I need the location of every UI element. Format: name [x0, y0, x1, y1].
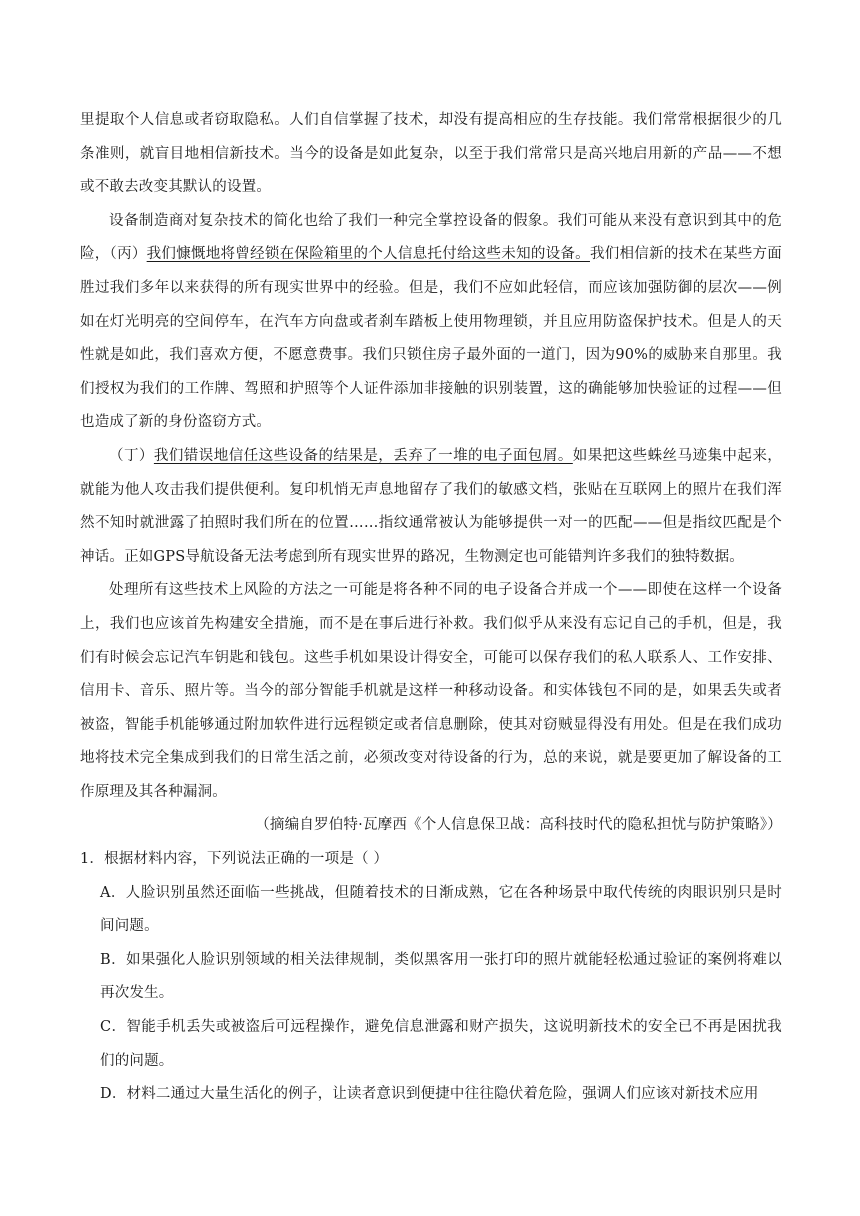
document-page	[80, 104, 782, 1112]
paragraph-3-rest: 如果把这些蛛丝马迹集中起来，就能为他人攻击我们提供便利。复印机悄无声息地留存了我们的敏感文档，张贴在互联网上的照片在我们浑然不知时就泄露了拍照时我们所在的位置……指纹通常被认为能够提供一对一的匹配——但是指纹匹配是个神话。正如GPS导航设备无法考虑到所有现实世界的路况，生物测定也可能错判许多我们的独特数据。	[80, 447, 782, 565]
paragraph-3-marker: （丁）	[109, 447, 154, 464]
underlined-sentence-ding: 我们错误地信任这些设备的结果是，丢弃了一堆的电子面包屑。	[153, 447, 573, 464]
question-1-option-a[interactable]: A．人脸识别虽然还面临一些挑战，但随着技术的日渐成熟，它在各种场景中取代传统的肉眼识别只是时间问题。	[100, 884, 782, 935]
article-paragraph-2	[80, 205, 782, 440]
question-1-option-b[interactable]: B．如果强化人脸识别领域的相关法律规制，类似黑客用一张打印的照片就能轻松通过验证的案例将难以再次发生。	[100, 951, 782, 1002]
question-1-option-d[interactable]: D．材料二通过大量生活化的例子，让读者意识到便捷中往往隐伏着危险，强调人们应该对新技术应用	[100, 1086, 759, 1103]
question-1-option-c[interactable]: C．智能手机丢失或被盗后可远程操作，避免信息泄露和财产损失，这说明新技术的安全已不再是困扰我们的问题。	[100, 1019, 782, 1069]
question-1-stem: 1．根据材料内容，下列说法正确的一项是（ ）	[80, 851, 389, 868]
paragraph-2-rest: 我们相信新的技术在某些方面胜过我们多年以来获得的所有现实世界中的经验。但是，我们不应如此轻信，而应该加强防御的层次——例如在灯光明亮的空间停车，在汽车方向盘或者刹车踏板上使用物理锁，并且应用防盗保护技术。但是人的天性就是如此，我们喜欢方便，不愿意费事。我们只锁住房子最外面的一道门，因为90%的威胁来自那里。我们授权为我们的工作牌、驾照和护照等个人证件添加非接触的识别装置，这的确能够加快验证的过程——但也造成了新的身份盗窃方式。	[80, 246, 782, 431]
article-paragraph-1: 里提取个人信息或者窃取隐私。人们自信掌握了技术，却没有提高相应的生存技能。我们常常根据很少的几条准则，就盲目地相信新技术。当今的设备是如此复杂，以至于我们常常只是高兴地启用新的产品——不想或不敢去改变其默认的设置。	[80, 112, 782, 196]
underlined-sentence-bing: 我们慷慨地将曾经锁在保险箱里的个人信息托付给这些未知的设备。	[146, 246, 590, 263]
paragraph-2-intro: 设备制造商对复杂技术的简化也给了我们一种完全掌控设备的假象。我们可能从来没有意识到其中的危险，（丙）	[80, 212, 782, 263]
article-paragraph-3	[80, 440, 782, 574]
source-citation: （摘编自罗伯特·瓦摩西《个人信息保卫战：高科技时代的隐私担忧与防护策略》）	[255, 817, 782, 834]
article-paragraph-4: 处理所有这些技术上风险的方法之一可能是将各种不同的电子设备合并成一个——即使在这样一个设备上，我们也应该首先构建安全措施，而不是在事后进行补救。我们似乎从来没有忘记自己的手机，但是，我们有时候会忘记汽车钥匙和钱包。这些手机如果设计得安全，可能可以保存我们的私人联系人、工作安排、信用卡、音乐、照片等。当今的部分智能手机就是这样一种移动设备。和实体钱包不同的是，如果丢失或者被盗，智能手机能够通过附加软件进行远程锁定或者信息删除，使其对窃贼显得没有用处。但是在我们成功地将技术完全集成到我们的日常生活之前，必须改变对待设备的行为，总的来说，就是要更加了解设备的工作原理及其各种漏洞。	[80, 582, 782, 800]
